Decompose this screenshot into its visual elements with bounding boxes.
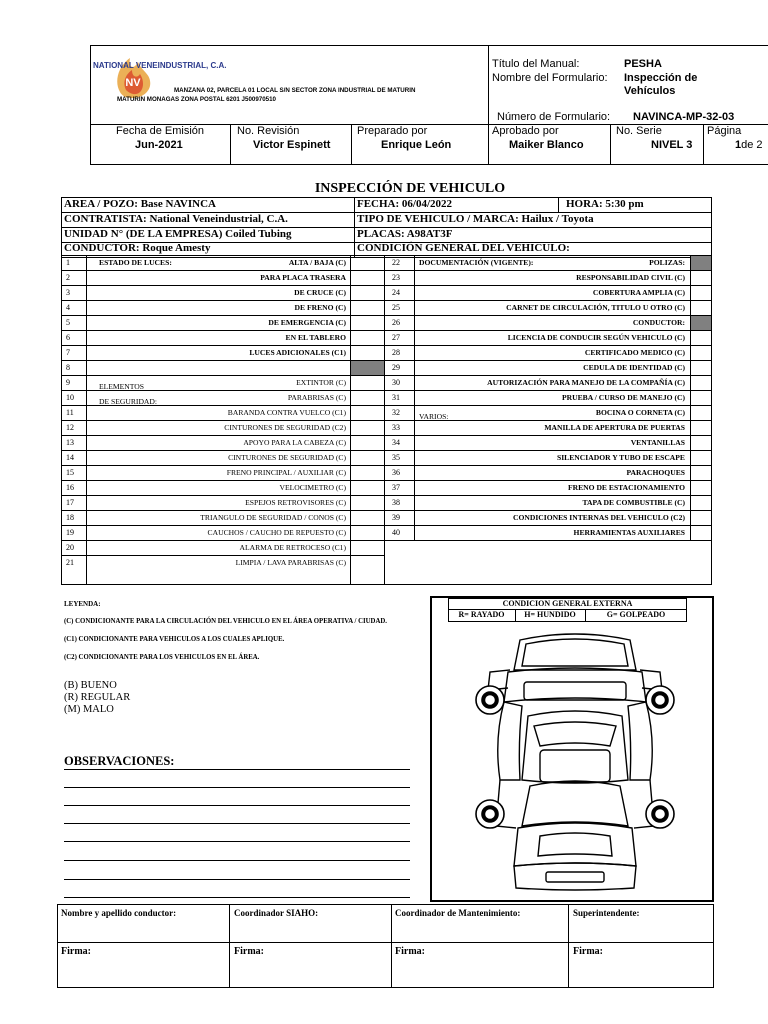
- item-label: ALARMA DE RETROCESO (C1): [239, 543, 346, 552]
- item-number: 29: [392, 363, 400, 372]
- item-checkbox[interactable]: [691, 376, 711, 389]
- item-number: 26: [392, 318, 400, 327]
- de-seguridad-label: DE SEGURIDAD:: [99, 397, 158, 406]
- item-label: MANILLA DE APERTURA DE PUERTAS: [544, 423, 685, 432]
- revision-value: Victor Espinett: [253, 139, 331, 151]
- item-number: 13: [66, 438, 74, 447]
- preparado-label: Preparado por: [357, 125, 428, 137]
- vehicle-diagram[interactable]: [460, 630, 690, 896]
- manual-title-value: PESHA: [624, 58, 662, 70]
- pagina-num: 1: [735, 139, 742, 151]
- item-number: 39: [392, 513, 400, 522]
- varios-label: VARIOS:: [419, 412, 449, 421]
- form-title: INSPECCIÓN DE VEHICULO: [314, 181, 506, 196]
- item-label: VELOCIMETRO (C): [279, 483, 346, 492]
- aprobado-value: Maiker Blanco: [509, 139, 584, 151]
- preparado-value: Enrique León: [381, 139, 452, 151]
- company-logo: [112, 52, 154, 100]
- item-number: 3: [66, 288, 70, 297]
- item-label: VENTANILLAS: [630, 438, 685, 447]
- item-number: 14: [66, 453, 74, 462]
- superintendente-signature-label: Superintendente:: [573, 908, 640, 918]
- item-checkbox[interactable]: [351, 316, 383, 329]
- item-label: EN EL TABLERO: [285, 333, 346, 342]
- fecha-field: FECHA: 06/04/2022: [357, 198, 453, 210]
- emision-label: Fecha de Emisión: [116, 125, 205, 137]
- placas-field: PLACAS: A98AT3F: [357, 228, 453, 240]
- item-number: 5: [66, 318, 70, 327]
- item-number: 18: [66, 513, 74, 522]
- item-label: CEDULA DE IDENTIDAD (C): [583, 363, 685, 372]
- item-number: 16: [66, 483, 74, 492]
- item-number: 4: [66, 303, 70, 312]
- item-label: PARA PLACA TRASERA: [260, 273, 346, 282]
- item-number: 34: [392, 438, 400, 447]
- legend-regular: (R) REGULAR: [64, 692, 131, 703]
- hora-field: HORA: 5:30 pm: [566, 198, 644, 210]
- item-checkbox[interactable]: [351, 496, 383, 509]
- item-number: 1: [66, 258, 70, 267]
- item-label: CONDUCTOR:: [632, 318, 685, 327]
- elementos-label: ELEMENTOS: [99, 382, 144, 391]
- observaciones-line[interactable]: [64, 769, 410, 770]
- documentacion-label: DOCUMENTACIÓN (VIGENTE):: [419, 258, 534, 267]
- observaciones-line[interactable]: [64, 897, 410, 898]
- item-checkbox[interactable]: [351, 541, 383, 554]
- item-number: 36: [392, 468, 400, 477]
- item-checkbox[interactable]: [691, 436, 711, 449]
- aprobado-label: Aprobado por: [492, 125, 559, 137]
- item-number: 28: [392, 348, 400, 357]
- item-label: BOCINA O CORNETA (C): [595, 408, 685, 417]
- pagina-label: Página: [707, 125, 742, 137]
- item-checkbox[interactable]: [351, 256, 383, 269]
- observaciones-line[interactable]: [64, 787, 410, 788]
- firma-conductor[interactable]: Firma:: [61, 946, 91, 957]
- item-checkbox[interactable]: [691, 421, 711, 434]
- conductor-signature-label: Nombre y apellido conductor:: [61, 908, 177, 918]
- item-label: AUTORIZACIÓN PARA MANEJO DE LA COMPAÑÍA (C): [487, 378, 685, 387]
- item-number: 22: [392, 258, 400, 267]
- item-checkbox[interactable]: [351, 511, 383, 524]
- form-name-label: Nombre del Formulario:: [492, 72, 608, 84]
- item-number: 30: [392, 378, 400, 387]
- item-number: 12: [66, 423, 74, 432]
- observaciones-title: OBSERVACIONES:: [64, 754, 175, 768]
- item-checkbox[interactable]: [691, 511, 711, 524]
- item-number: 35: [392, 453, 400, 462]
- observaciones-line[interactable]: [64, 879, 410, 880]
- item-label: RESPONSABILIDAD CIVIL (C): [576, 273, 685, 282]
- form-number-value: NAVINCA-MP-32-03: [633, 111, 735, 123]
- serie-value: NIVEL 3: [651, 139, 693, 151]
- item-label: FRENO DE ESTACIONAMIENTO: [567, 483, 685, 492]
- form-name-value-2: Vehículos: [624, 85, 676, 97]
- siaho-signature-label: Coordinador SIAHO:: [234, 908, 319, 918]
- item-checkbox[interactable]: [351, 376, 383, 389]
- item-number: 33: [392, 423, 400, 432]
- item-label: LICENCIA DE CONDUCIR SEGÚN VEHICULO (C): [507, 333, 685, 342]
- legend-c1: (C1) CONDICIONANTE PARA VEHICULOS A LOS CUALES APLIQUE.: [64, 636, 285, 643]
- item-number: 37: [392, 483, 400, 492]
- item-checkbox[interactable]: [691, 466, 711, 479]
- emision-value: Jun-2021: [135, 139, 183, 151]
- item-checkbox[interactable]: [351, 421, 383, 434]
- item-checkbox[interactable]: [691, 271, 711, 284]
- legend-c2: (C2) CONDICIONANTE PARA LOS VEHICULOS EN EL ÁREA.: [64, 654, 260, 661]
- item-checkbox[interactable]: [691, 481, 711, 494]
- unidad-field: UNIDAD N° (DE LA EMPRESA) Coiled Tubing: [64, 228, 292, 240]
- legend-malo: (M) MALO: [64, 704, 114, 715]
- condicion-field: CONDICIÓN GENERAL DEL VEHICULO:: [357, 242, 570, 254]
- item-checkbox[interactable]: [691, 286, 711, 299]
- item-checkbox[interactable]: [351, 481, 383, 494]
- item-checkbox[interactable]: [351, 331, 383, 344]
- item-label: ALTA / BAJA (C): [288, 258, 346, 267]
- item-label: DE CRUCE (C): [294, 288, 346, 297]
- item-label: PARACHOQUES: [626, 468, 685, 477]
- shaded-cell-8: [351, 361, 384, 375]
- item-label: FRENO PRINCIPAL / AUXILIAR (C): [226, 468, 346, 477]
- item-checkbox[interactable]: [691, 406, 711, 419]
- item-label: TRIANGULO DE SEGURIDAD / CONOS (C): [200, 513, 346, 522]
- item-number: 25: [392, 303, 400, 312]
- observaciones-line[interactable]: [64, 860, 410, 861]
- shaded-cell-26: [691, 316, 711, 330]
- legend-title: LEYENDA:: [64, 600, 101, 608]
- item-label: DE EMERGENCIA (C): [268, 318, 346, 327]
- item-label: LIMPIA / LAVA PARABRISAS (C): [235, 558, 346, 567]
- shaded-cell-22: [691, 256, 711, 270]
- item-checkbox[interactable]: [691, 391, 711, 404]
- item-number: 40: [392, 528, 400, 537]
- item-checkbox[interactable]: [351, 526, 383, 539]
- estado-luces-label: ESTADO DE LUCES:: [99, 258, 172, 267]
- item-number: 9: [66, 378, 70, 387]
- item-checkbox[interactable]: [691, 301, 711, 314]
- legend-bueno: (B) BUENO: [64, 680, 117, 691]
- observaciones-line[interactable]: [64, 805, 410, 806]
- item-label: TAPA DE COMBUSTIBLE (C): [582, 498, 685, 507]
- item-number: 15: [66, 468, 74, 477]
- golpeado-label: G= GOLPEADO: [606, 610, 666, 619]
- company-address-2: MATURIN MONAGAS ZONA POSTAL 6201 J500970510: [117, 96, 276, 103]
- item-number: 7: [66, 348, 70, 357]
- item-label: CARNET DE CIRCULACIÓN, TITULO U OTRO (C): [506, 303, 685, 312]
- item-checkbox[interactable]: [351, 436, 383, 449]
- item-checkbox[interactable]: [691, 361, 711, 374]
- manual-title-label: Título del Manual:: [492, 58, 580, 70]
- observaciones-line[interactable]: [64, 823, 410, 824]
- item-checkbox[interactable]: [351, 466, 383, 479]
- serie-label: No. Serie: [616, 125, 662, 137]
- item-number: 19: [66, 528, 74, 537]
- item-checkbox[interactable]: [351, 451, 383, 464]
- item-checkbox[interactable]: [691, 451, 711, 464]
- item-number: 21: [66, 558, 74, 567]
- item-number: 32: [392, 408, 400, 417]
- item-label: CINTURONES DE SEGURIDAD (C2): [224, 423, 346, 432]
- item-label: POLIZAS:: [649, 258, 685, 267]
- item-number: 10: [66, 393, 74, 402]
- item-label: CAUCHOS / CAUCHO DE REPUESTO (C): [207, 528, 346, 537]
- rayado-label: R= RAYADO: [458, 610, 505, 619]
- firma-superintendente[interactable]: Firma:: [573, 946, 603, 957]
- item-checkbox[interactable]: [691, 526, 711, 539]
- item-checkbox[interactable]: [351, 346, 383, 359]
- item-label: EXTINTOR (C): [296, 378, 346, 387]
- item-number: 20: [66, 543, 74, 552]
- area-field: AREA / POZO: Base NAVINCA: [64, 198, 216, 210]
- revision-label: No. Revisión: [237, 125, 300, 137]
- item-number: 6: [66, 333, 70, 342]
- item-number: 23: [392, 273, 400, 282]
- item-label: COBERTURA AMPLIA (C): [592, 288, 685, 297]
- item-label: CONDICIONES INTERNAS DEL VEHICULO (C2): [512, 513, 685, 522]
- item-label: BARANDA CONTRA VUELCO (C1): [227, 408, 346, 417]
- item-number: 27: [392, 333, 400, 342]
- observaciones-line[interactable]: [64, 841, 410, 842]
- item-label: SILENCIADOR Y TUBO DE ESCAPE: [557, 453, 685, 462]
- item-label: DE FRENO (C): [294, 303, 346, 312]
- conductor-field: CONDUCTOR: Roque Amesty: [64, 242, 211, 254]
- item-number: 17: [66, 498, 74, 507]
- item-label: PRUEBA / CURSO DE MANEJO (C): [562, 393, 685, 402]
- pagina-of: de 2: [741, 139, 763, 151]
- item-label: HERRAMIENTAS AUXILIARES: [573, 528, 685, 537]
- item-label: CINTURONES DE SEGURIDAD (C): [228, 453, 346, 462]
- item-checkbox[interactable]: [351, 391, 383, 404]
- item-checkbox[interactable]: [691, 346, 711, 359]
- item-label: APOYO PARA LA CABEZA (C): [243, 438, 346, 447]
- item-label: LUCES ADICIONALES (C1): [249, 348, 346, 357]
- item-number: 24: [392, 288, 400, 297]
- item-label: ESPEJOS RETROVISORES (C): [245, 498, 346, 507]
- item-number: 8: [66, 363, 70, 372]
- mantenimiento-signature-label: Coordinador de Mantenimiento:: [395, 908, 521, 918]
- contratista-field: CONTRATISTA: National Veneindustrial, C.A.: [64, 213, 288, 225]
- svg-text:NV: NV: [125, 77, 141, 89]
- item-checkbox[interactable]: [351, 556, 383, 569]
- item-number: 2: [66, 273, 70, 282]
- legend-c: (C) CONDICIONANTE PARA LA CIRCULACIÓN DEL VEHICULO EN EL ÁREA OPERATIVA / CIUDAD.: [64, 618, 387, 625]
- form-number-label: Número de Formulario:: [497, 111, 611, 123]
- item-label: CERTIFICADO MEDICO (C): [584, 348, 685, 357]
- item-checkbox[interactable]: [691, 331, 711, 344]
- item-label: PARABRISAS (C): [287, 393, 346, 402]
- item-number: 11: [66, 408, 74, 417]
- item-number: 38: [392, 498, 400, 507]
- firma-siaho[interactable]: Firma:: [234, 946, 264, 957]
- item-checkbox[interactable]: [351, 406, 383, 419]
- item-checkbox[interactable]: [351, 286, 383, 299]
- item-checkbox[interactable]: [691, 496, 711, 509]
- external-condition-title: CONDICION GENERAL EXTERNA: [502, 599, 633, 608]
- company-address: MANZANA 02, PARCELA 01 LOCAL S/N SECTOR ZONA INDUSTRIAL DE MATURIN: [174, 87, 416, 94]
- firma-mantenimiento[interactable]: Firma:: [395, 946, 425, 957]
- pagina-value: [735, 139, 763, 151]
- company-name: NATIONAL VENEINDUSTRIAL, C.A.: [93, 61, 227, 70]
- form-name-value: Inspección de: [624, 72, 698, 84]
- item-checkbox[interactable]: [351, 301, 383, 314]
- item-checkbox[interactable]: [351, 271, 383, 284]
- item-number: 31: [392, 393, 400, 402]
- hundido-label: H= HUNDIDO: [524, 610, 576, 619]
- tipo-field: TIPO DE VEHICULO / MARCA: Hailux / Toyota: [357, 213, 594, 225]
